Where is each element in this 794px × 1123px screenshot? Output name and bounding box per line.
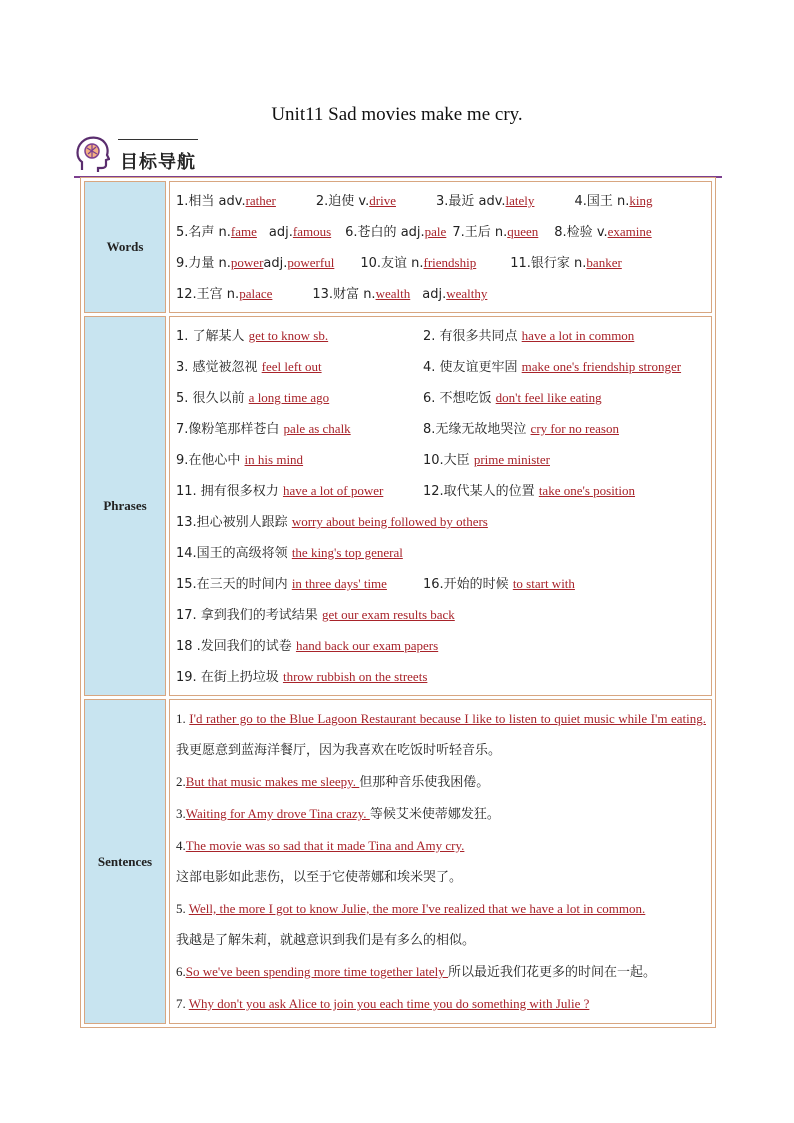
word-entry	[345, 216, 446, 248]
sentence-number: 1.	[176, 711, 190, 726]
sentence-answer: Waiting for Amy drove Tina crazy.	[185, 806, 370, 821]
phrase-entry	[176, 413, 351, 445]
sentence-answer: Well, the more I got to know Julie, the more I've realized that we have a lot in common.	[188, 901, 646, 916]
phrase-entry	[423, 568, 575, 600]
word-entry	[176, 216, 257, 248]
phrase-line	[176, 475, 706, 506]
sentence-answer: I'd rather go to the Blue Lagoon Restaurant because I like to listen to quiet music while I'm eating.	[189, 711, 706, 726]
word-entry	[176, 278, 272, 310]
phrase-entry	[176, 320, 328, 352]
phrase-answer: have a lot of power	[282, 483, 384, 498]
word-prompt: 2.迫使 v.	[315, 194, 370, 209]
phrase-prompt: 2. 有很多共同点	[423, 329, 522, 344]
head-brain-icon	[74, 134, 110, 174]
word-prompt: 6.苍白的 adj.	[345, 225, 425, 240]
sentence-item	[176, 956, 706, 988]
phrase-line	[176, 351, 706, 382]
word-entry	[176, 247, 263, 279]
phrase-entry	[176, 382, 329, 414]
phrase-prompt: 3. 感觉被忽视	[176, 360, 262, 375]
phrase-entry	[423, 475, 635, 507]
phrase-line	[176, 382, 706, 413]
study-table	[80, 177, 716, 1028]
phrase-prompt: 17. 拿到我们的考试结果	[176, 608, 322, 623]
phrase-prompt: 12.取代某人的位置	[423, 484, 539, 499]
phrase-line	[176, 568, 706, 599]
word-prompt: 9.力量 n.	[176, 256, 231, 271]
word-prompt: adj.	[268, 225, 293, 240]
phrase-line	[176, 537, 706, 568]
phrase-entry	[176, 599, 455, 631]
sentence-answer: So we've been spending more time together lately	[185, 964, 449, 979]
phrase-prompt: 19. 在街上扔垃圾	[176, 670, 283, 685]
phrase-prompt: 16.开始的时候	[423, 577, 513, 592]
heading-top-rule	[118, 139, 198, 140]
word-prompt: 10.友谊 n.	[360, 256, 424, 271]
phrase-prompt: 11. 拥有很多权力	[176, 484, 283, 499]
phrase-line	[176, 506, 706, 537]
sentence-translation: 这部电影如此悲伤，以至于它使蒂娜和埃米哭了。	[176, 870, 463, 885]
sentence-translation: 我更愿意到蓝海洋餐厅，因为我喜欢在吃饭时听轻音乐。	[176, 743, 502, 758]
phrase-prompt: 7.像粉笔那样苍白	[176, 422, 284, 437]
phrase-entry	[176, 661, 427, 693]
phrase-answer: cry for no reason	[530, 421, 619, 436]
word-answer: wealth	[375, 286, 411, 301]
word-entry	[422, 278, 487, 310]
word-answer: examine	[607, 224, 652, 239]
phrase-entry	[176, 444, 303, 476]
word-entry	[510, 247, 622, 279]
word-prompt: adj.	[422, 287, 447, 302]
phrase-entry	[423, 351, 681, 383]
phrase-entry	[176, 506, 488, 538]
word-answer: king	[629, 193, 653, 208]
word-entry	[316, 185, 396, 217]
phrase-prompt: 8.无缘无故地哭泣	[423, 422, 531, 437]
sentence-number: 4.	[176, 838, 186, 853]
word-entry	[312, 278, 410, 310]
phrase-answer: prime minister	[473, 452, 550, 467]
phrase-entry	[423, 382, 602, 414]
phrase-entry	[176, 537, 403, 569]
phrase-entry	[176, 630, 438, 662]
word-answer: lately	[505, 193, 535, 208]
word-answer: pale	[424, 224, 447, 239]
word-answer: fame	[230, 224, 257, 239]
sentence-item	[176, 830, 706, 862]
section-heading: 目标导航	[120, 152, 196, 173]
sentence-number: 5.	[176, 901, 189, 916]
phrase-prompt: 6. 不想吃饭	[423, 391, 496, 406]
word-answer: rather	[245, 193, 276, 208]
sentences-content	[169, 699, 712, 1024]
phrase-answer: in his mind	[244, 452, 304, 467]
sentence-translation-line	[176, 925, 706, 956]
sentence-translation: 所以最近我们花更多的时间在一起。	[448, 965, 657, 980]
phrase-prompt: 14.国王的高级将领	[176, 546, 292, 561]
phrase-prompt: 18 .发回我们的试卷	[176, 639, 296, 654]
phrase-line	[176, 320, 706, 351]
words-line	[176, 185, 706, 216]
word-prompt: 5.名声 n.	[176, 225, 231, 240]
word-answer: banker	[586, 255, 622, 270]
phrases-content	[169, 316, 712, 696]
word-answer: powerful	[287, 255, 335, 270]
phrase-entry	[423, 413, 619, 445]
sentence-translation: 但那种音乐使我困倦。	[359, 775, 490, 790]
phrases-label: Phrases	[84, 316, 166, 696]
word-answer: drive	[369, 193, 396, 208]
phrase-answer: worry about being followed by others	[291, 514, 488, 529]
word-prompt: adj.	[263, 256, 288, 271]
word-answer: famous	[292, 224, 332, 239]
word-answer: power	[230, 255, 264, 270]
word-prompt: 4.国王 n.	[574, 194, 630, 209]
phrase-prompt: 5. 很久以前	[176, 391, 249, 406]
phrase-entry	[176, 475, 383, 507]
sentence-item	[176, 703, 706, 766]
phrase-entry	[423, 320, 634, 352]
phrase-answer: a long time ago	[248, 390, 330, 405]
phrase-answer: the king's top general	[291, 545, 403, 560]
phrase-entry	[423, 444, 550, 476]
phrase-prompt: 1. 了解某人	[176, 329, 249, 344]
phrase-line	[176, 444, 706, 475]
word-prompt: 11.银行家 n.	[510, 256, 587, 271]
word-entry	[574, 185, 652, 217]
sentence-answer: But that music makes me sleepy.	[185, 774, 360, 789]
phrase-answer: take one's position	[538, 483, 636, 498]
word-prompt: 3.最近 adv.	[435, 194, 506, 209]
word-answer: queen	[507, 224, 539, 239]
sentence-number: 3.	[176, 806, 186, 821]
sentence-number: 6.	[176, 964, 186, 979]
word-prompt: 7.王后 n.	[452, 225, 508, 240]
word-entry	[554, 216, 651, 248]
phrase-answer: throw rubbish on the streets	[282, 669, 428, 684]
phrase-line	[176, 630, 706, 661]
phrase-answer: in three days' time	[291, 576, 387, 591]
phrase-prompt: 4. 使友谊更牢固	[423, 360, 522, 375]
sentence-translation-line	[176, 862, 706, 893]
word-entry	[452, 216, 538, 248]
word-entry	[176, 185, 276, 217]
word-entry	[360, 247, 476, 279]
words-label: Words	[84, 181, 166, 313]
word-prompt: 1.相当 adv.	[176, 194, 246, 209]
phrase-answer: hand back our exam papers	[295, 638, 439, 653]
phrase-line	[176, 413, 706, 444]
sentence-item	[176, 798, 706, 830]
phrase-answer: have a lot in common	[521, 328, 635, 343]
sentences-row	[84, 699, 712, 1024]
sentence-translation: 等候艾米使蒂娜发狂。	[369, 807, 500, 822]
sentence-item	[176, 893, 706, 925]
sentence-answer: Why don't you ask Alice to join you each time you do something with Julie ?	[188, 996, 590, 1011]
sentence-item	[176, 988, 706, 1020]
word-entry	[436, 185, 534, 217]
sentence-answer: The movie was so sad that it made Tina and Amy cry.	[185, 838, 465, 853]
phrase-answer: feel left out	[261, 359, 322, 374]
phrase-line	[176, 661, 706, 692]
phrase-prompt: 9.在他心中	[176, 453, 245, 468]
phrase-prompt: 15.在三天的时间内	[176, 577, 292, 592]
word-prompt: 12.王宫 n.	[176, 287, 240, 302]
phrase-answer: make one's friendship stronger	[521, 359, 682, 374]
phrase-prompt: 13.担心被别人跟踪	[176, 515, 292, 530]
page-title: Unit11 Sad movies make me cry.	[271, 104, 523, 125]
phrase-entry	[176, 568, 387, 600]
sentence-item	[176, 766, 706, 798]
sentence-number: 2.	[176, 774, 186, 789]
sentence-translation: 我越是了解朱莉，就越意识到我们是有多么的相似。	[176, 933, 476, 948]
section-heading-bar	[74, 134, 722, 180]
sentence-number: 7.	[176, 996, 189, 1011]
phrase-entry	[176, 351, 322, 383]
words-content	[169, 181, 712, 313]
phrases-row	[84, 316, 712, 696]
word-entry	[269, 216, 331, 248]
phrase-answer: get our exam results back	[321, 607, 455, 622]
words-line	[176, 247, 706, 278]
phrase-prompt: 10.大臣	[423, 453, 474, 468]
word-answer: wealthy	[446, 286, 488, 301]
word-answer: friendship	[423, 255, 477, 270]
word-answer: palace	[239, 286, 273, 301]
words-line	[176, 278, 706, 309]
words-line	[176, 216, 706, 247]
sentences-label: Sentences	[84, 699, 166, 1024]
word-prompt: 8.检验 v.	[554, 225, 608, 240]
phrase-answer: get to know sb.	[248, 328, 329, 343]
phrase-answer: don't feel like eating	[495, 390, 602, 405]
word-entry	[263, 247, 334, 279]
phrase-answer: pale as chalk	[283, 421, 351, 436]
words-row	[84, 181, 712, 313]
word-prompt: 13.财富 n.	[312, 287, 376, 302]
phrase-answer: to start with	[512, 576, 575, 591]
phrase-line	[176, 599, 706, 630]
